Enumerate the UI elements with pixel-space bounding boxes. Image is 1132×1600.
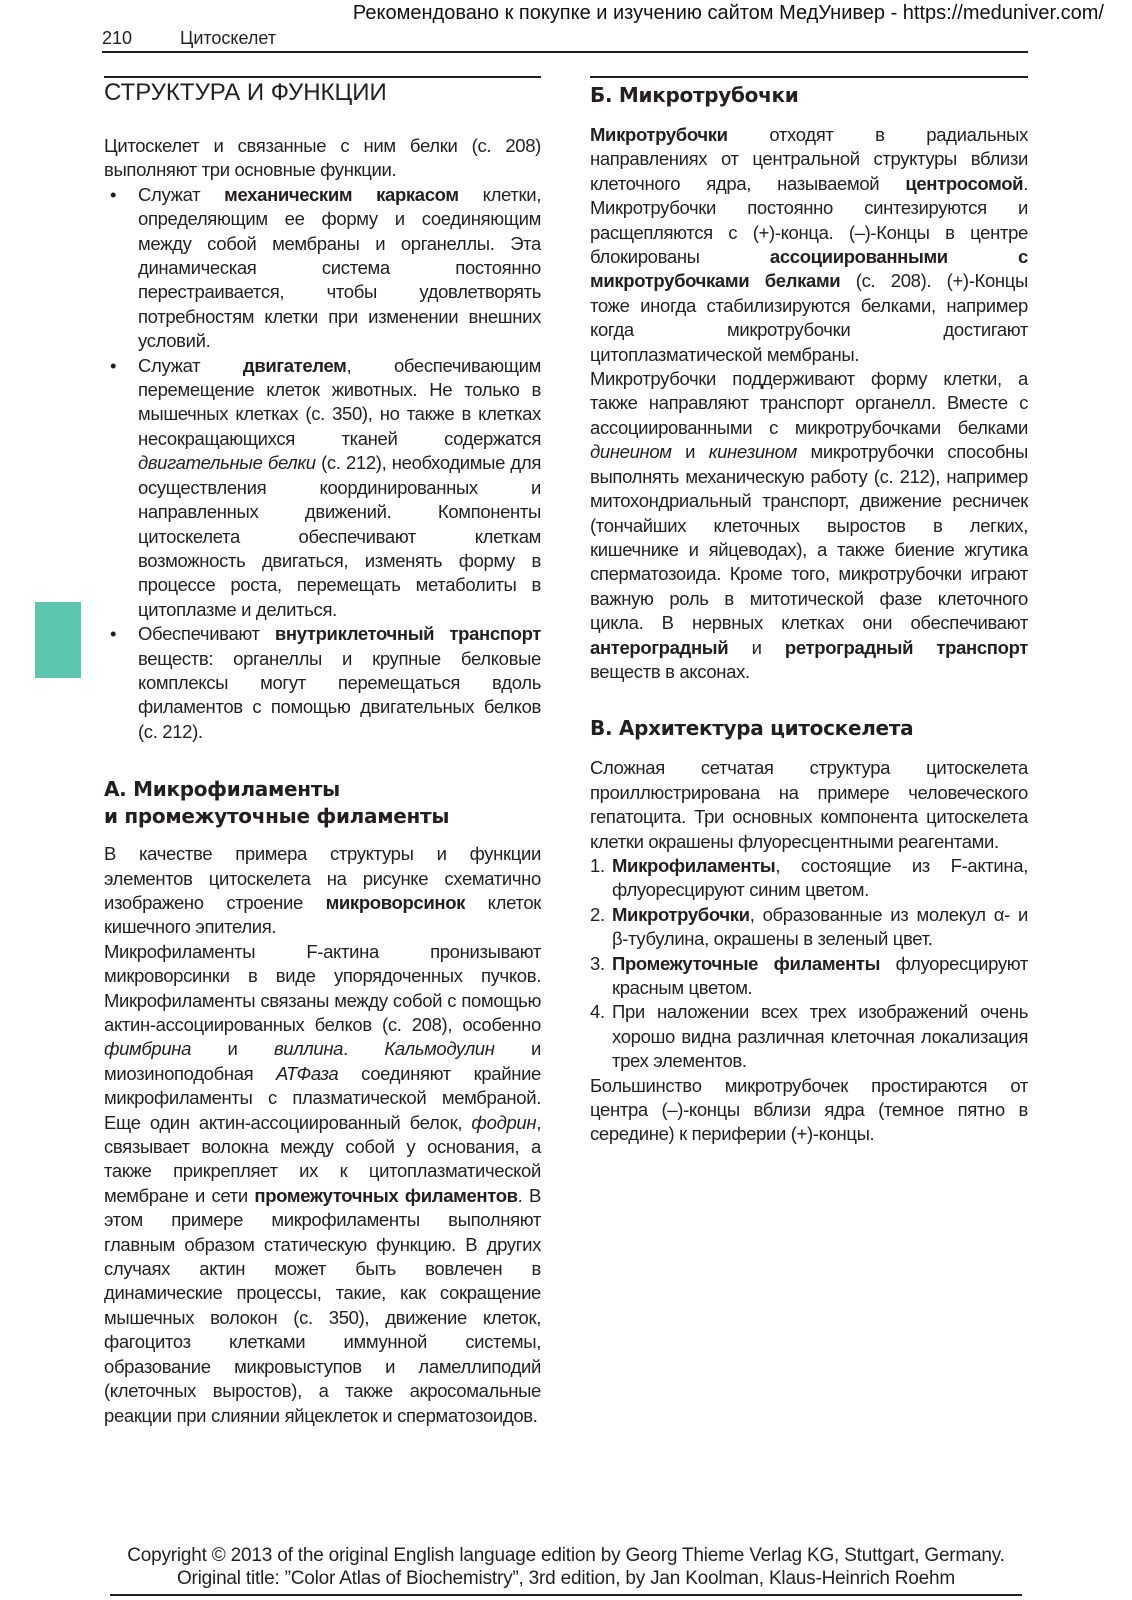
- paragraph-a1: В качестве примера структуры и функции элементов цитоскелета на рисунке схематично изображено строение микроворсинок клеток кишечного эпителия.: [104, 843, 541, 938]
- chapter-color-tab: [35, 602, 81, 678]
- right-column: [590, 76, 1028, 1147]
- bottom-rule: [110, 1594, 1022, 1596]
- running-head: [102, 28, 1028, 53]
- section-title: СТРУКТУРА И ФУНКЦИИ: [104, 76, 541, 108]
- paragraph-v2: Большинство микротрубочек простираются от центра (–)-концы вблизи ядра (темное пятно в середине) к периферии (+)-концы.: [590, 1074, 1028, 1145]
- list-item: • Служат механическим каркасом клетки, определяющим ее форму и соединяющим между собой мембраны и органеллы. Эта динамическая система постоянно перестраивается, чтобы удовлетворять потребностям клетки при изменении внешних условий.: [104, 183, 541, 354]
- paragraph-b2: Микротрубочки поддерживают форму клетки, а также направляют транспорт органелл. Вместе с ассоциированными с микротрубочками белками динеином и кинезином микротрубочки способны выполнять механическую работу (с. 212), например митохондриальный транспорт, движение ресничек (тончайших клеточных выростов в легких, кишечнике и яйцеводах), а также биение жгутика сперматозоида. Кроме того, микротрубочки играют важную роль в митотической фазе клеточного цикла. В нервных клетках они обеспечивают антероградный и ретроградный транспорт веществ в аксонах.: [590, 368, 1028, 682]
- heading-v: В. Архитектура цитоскелета: [590, 716, 914, 741]
- list-item: 1. Микрофиламенты, состоящие из F-актина, флуоресцируют синим цветом.: [590, 854, 1028, 901]
- heading-b: Б. Микротрубочки: [590, 83, 799, 107]
- list-item: 2. Микротрубочки, образованные из молекул α- и β-тубулина, окрашены в зеленый цвет.: [590, 903, 1028, 950]
- watermark-banner: Рекомендовано к покупке и изучению сайтом МедУнивер - https://meduniver.com/: [352, 2, 1104, 24]
- list-item: 4. При наложении всех трех изображений очень хорошо видна различная клеточная локализация трех элементов.: [590, 1001, 1028, 1072]
- list-item: 3. Промежуточные филаменты флуоресцируют красным цветом.: [590, 952, 1028, 998]
- paragraph-v1: Сложная сетчатая структура цитоскелета проиллюстрирована на примере человеческого гепатоцита. Три основных компонента цитоскелета клетки окрашены флуоресцентными реагентами.: [590, 757, 1028, 852]
- paragraph-b1: Микротрубочки отходят в радиальных направлениях от центральной структуры вблизи клеточного ядра, называемой центросомой. Микротрубочки постоянно синтезируются и расщепляются с (+)-конца. (–)-Концы в центре блокированы ассоциированными с микротрубочками белками (с. 208). (+)-Концы тоже иногда стабилизируются белками, например когда микротрубочки достигают цитоплазматической мембраны.: [590, 124, 1028, 365]
- left-column: [104, 76, 541, 1428]
- chapter-title: Цитоскелет: [180, 28, 277, 48]
- intro-paragraph: Цитоскелет и связанные с ним белки (с. 208) выполняют три основные функции.: [104, 135, 541, 181]
- components-list: [590, 854, 1028, 1074]
- page-number: 210: [102, 28, 133, 48]
- heading-a: А. Микрофиламенты и промежуточные филаменты: [104, 777, 450, 829]
- paragraph-a2: Микрофиламенты F-актина пронизывают микроворсинки в виде упорядоченных пучков. Микрофиламенты связаны между собой с помощью актин-ассоциированных белков (с. 208), особенно фимбрина и виллина. Кальмодулин и миозиноподобная АТФаза соединяют крайние микрофиламенты с плазматической мембраной. Еще один актин-ассоциированный белок, фодрин, связывает волокна между собой у основания, а также прикрепляет их к цитоплазматической мембране и сети промежуточных филаментов. В этом примере микрофиламенты выполняют главным образом статическую функцию. В других случаях актин может быть вовлечен в динамические процессы, такие, как сокращение мышечных волокон (с. 350), движение клеток, фагоцитоз клетками иммунной системы, образование микровыступов и ламеллиподий (клеточных выростов), а также акросомальные реакции при слиянии яйцеклеток и сперматозоидов.: [104, 940, 542, 1426]
- list-item: • Обеспечивают внутриклеточный транспорт веществ: органеллы и крупные белковые комплексы могут перемещаться вдоль филаментов с помощью двигательных белков (с. 212).: [104, 622, 541, 744]
- list-item: • Служат двигателем, обеспечивающим перемещение клеток животных. Не только в мышечных клетках (с. 350), но также в клетках несокращающихся тканей содержатся двигательные белки (с. 212), необходимые для осуществления координированных и направленных движений. Компоненты цитоскелета обеспечивают клеткам возможность двигаться, изменять форму в процессе роста, перемещать метаболиты в цитоплазме и делиться.: [104, 354, 541, 622]
- copyright-notice: Copyright © 2013 of the original English language edition by Georg Thieme Verlag KG, Stuttgart, Germany. Original title: ”Color Atlas of Biochemistry”, 3rd edition, by Jan Koolman, Klaus-Heinrich Roehm: [127, 1545, 1005, 1589]
- functions-list: [104, 183, 541, 744]
